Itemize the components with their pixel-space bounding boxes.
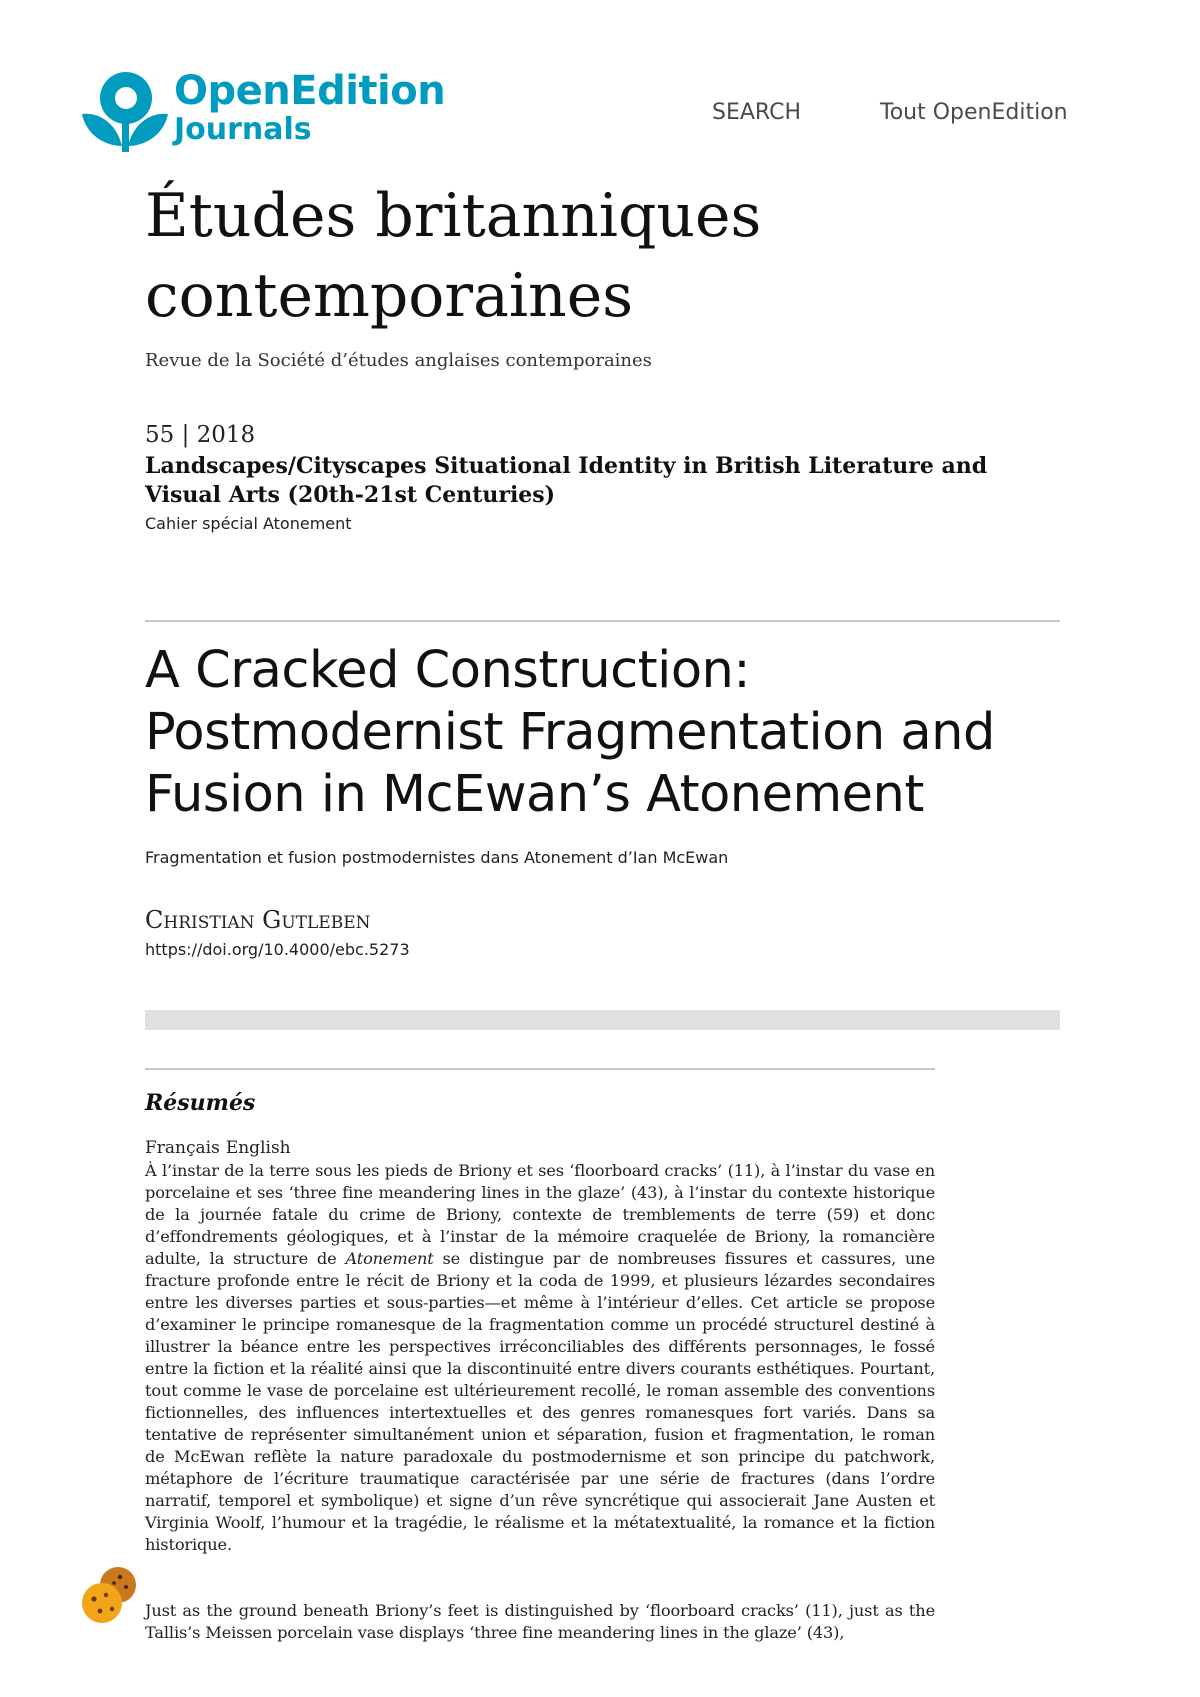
abstract-english: Just as the ground beneath Briony’s feet is distinguished by ‘floorboard cracks’ (11), just as the Tallis’s Meissen porcelain vase displays ‘three fine meandering lines in the glaze’ (43), [145,1601,935,1642]
search-link[interactable]: SEARCH [712,100,802,125]
tout-openedition-link[interactable]: Tout OpenEdition [880,100,1068,125]
grey-separator-bar [145,1010,1060,1030]
doi-link[interactable]: https://doi.org/10.4000/ebc.5273 [145,940,410,959]
article-title: A Cracked Construction: Postmodernist Fragmentation and Fusion in McEwan’s Atonement [145,641,995,824]
author-name[interactable]: Christian Gutleben [145,906,371,934]
article-subtitle: Fragmentation et fusion postmodernistes dans Atonement d’Ian McEwan [145,848,729,867]
issue-title[interactable]: Landscapes/Cityscapes Situational Identity in British Literature and Visual Arts (20th-21st Centuries) [145,453,988,508]
language-link-english[interactable]: English [225,1138,291,1158]
logo-journals-text: Journals [174,112,312,147]
issue-special-label: Cahier spécial Atonement [145,514,352,533]
cookie-icon[interactable] [80,1565,140,1625]
abstract-language-links [145,1138,297,1158]
logo-openedition-text: OpenEdition [174,68,446,114]
language-link-french[interactable]: Français [145,1138,220,1158]
openedition-journals-logo[interactable] [80,66,446,166]
issue-number[interactable]: 55 | 2018 [145,422,256,448]
openedition-flower-icon [80,66,170,156]
abstract-french [145,1160,935,1556]
abstract-divider [145,1068,935,1070]
abstract-fr-text-1: À l’instar de la terre sous les pieds de Briony et ses ‘floorboard cracks’ (11), à l’instar du vase en porcelaine et ses ‘three fine meandering lines in the glaze’ (43), à l’instar du contexte historique de la journée fatale du crime de Briony, contexte de tremblements de terre (59) et donc d’effondrements géologiques, et à l’instar de la mémoire craquelée de Briony, la romancière adulte, la structure de [145,1161,935,1268]
abstract-fr-italic-title: Atonement [345,1249,434,1268]
abstract-fr-text-2: se distingue par de nombreuses fissures et cassures, une fracture profonde entre le récit de Briony et la coda de 1999, et plusieurs lézardes secondaires entre les diverses parties et sous-parties—et même à l’intérieur d’elles. Cet article se propose d’examiner le principe romanesque de la fragmentation comme un procédé structurel destiné à illustrer la béance entre les perspectives irréconciliables des différents personnages, le fossé entre la fiction et la réalité ainsi que la discontinuité entre divers courants esthétiques. Pourtant, tout comme le vase de porcelaine est ultérieurement recollé, le roman assemble des conventions fictionnelles, des influences intertextuelles et des genres romanesques fort variés. Dans sa tentative de représenter simultanément union et séparation, fusion et fragmentation, le roman de McEwan reflète la nature paradoxale du postmodernisme et son principe du patchwork, métaphore de l’écriture traumatique caractérisée par une série de fractures (dans l’ordre narratif, temporel et symbolique) et signe d’un rêve syncrétique qui associerait Jane Austen et Virginia Woolf, l’humour et la tragédie, le réalisme et la métatextualité, la romance et la fiction historique. [145,1249,935,1554]
divider [145,620,1060,622]
journal-title[interactable]: Études britanniques contemporaines [145,181,762,331]
abstracts-heading: Résumés [145,1090,256,1116]
journal-subtitle: Revue de la Société d’études anglaises contemporaines [145,350,652,371]
